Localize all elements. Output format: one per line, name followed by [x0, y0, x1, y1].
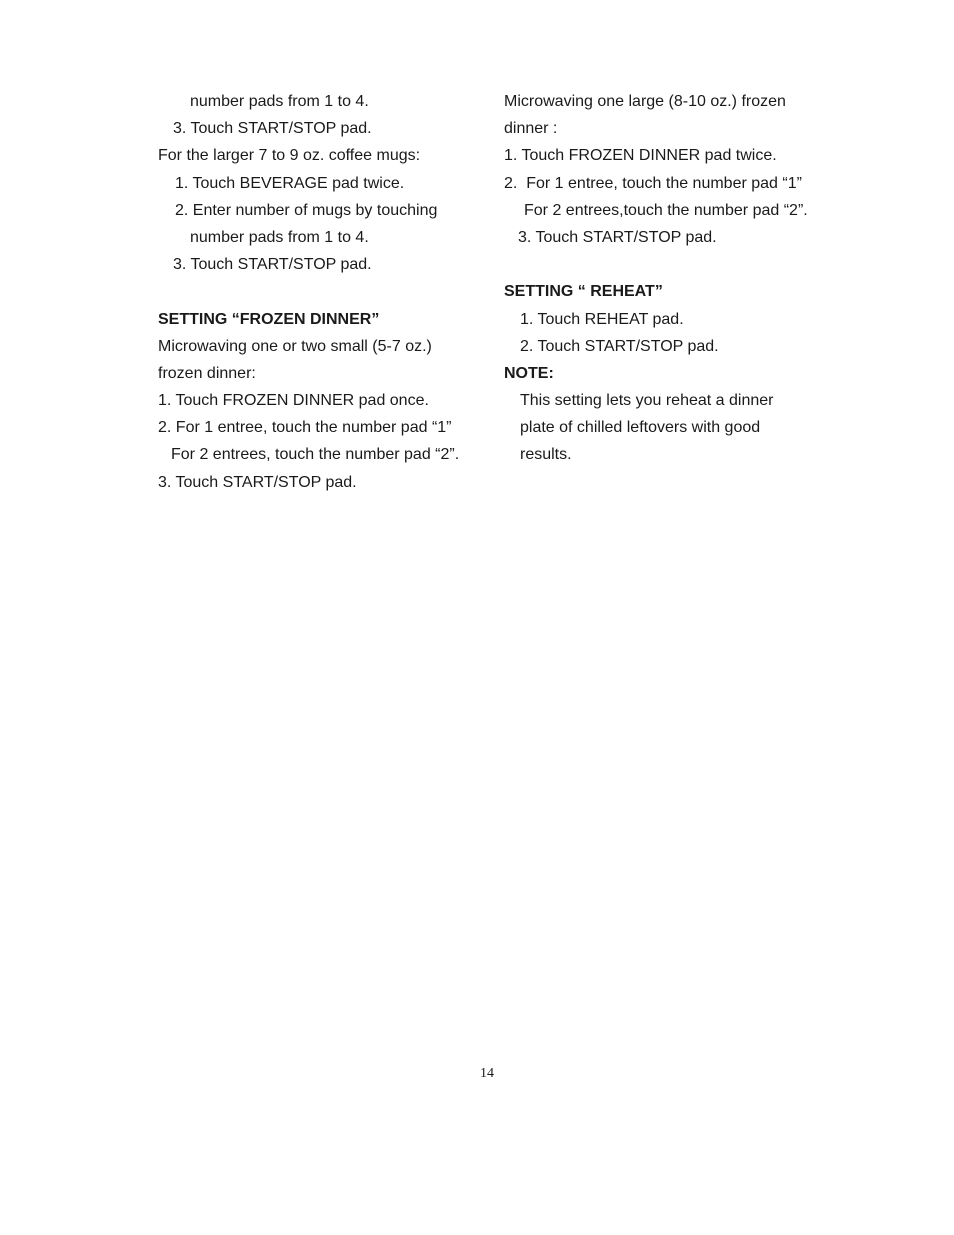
text-line: 3. Touch START/STOP pad. — [518, 228, 717, 246]
note-text: results. — [520, 446, 572, 464]
text-line: For 2 entrees,touch the number pad “2”. — [524, 201, 808, 219]
right-column — [504, 88, 834, 469]
text-line: 1. Touch BEVERAGE pad twice. — [175, 174, 405, 192]
text-line: 2. For 1 entree, touch the number pad “1” — [504, 174, 802, 192]
note-text: This setting lets you reheat a dinner — [520, 392, 774, 410]
text-line: 2. For 1 entree, touch the number pad “1” — [158, 419, 452, 437]
left-column — [158, 88, 488, 496]
text-line: number pads from 1 to 4. — [190, 93, 369, 110]
text-line: 3. Touch START/STOP pad. — [173, 120, 372, 138]
text-line: frozen dinner: — [158, 364, 256, 382]
text-line: Microwaving one or two small (5-7 oz.) — [158, 337, 432, 355]
section-heading-frozen-dinner: SETTING “FROZEN DINNER” — [158, 310, 380, 328]
spacer — [504, 251, 834, 278]
note-label: NOTE: — [504, 364, 554, 382]
text-line: 3. Touch START/STOP pad. — [158, 473, 357, 491]
text-line: 1. Touch FROZEN DINNER pad once. — [158, 392, 429, 410]
text-line: 1. Touch FROZEN DINNER pad twice. — [504, 147, 777, 165]
text-line: 1. Touch REHEAT pad. — [520, 310, 684, 328]
text-line: For 2 entrees, touch the number pad “2”. — [171, 446, 460, 464]
text-line: number pads from 1 to 4. — [190, 228, 369, 246]
text-line: dinner : — [504, 120, 558, 138]
text-line: 3. Touch START/STOP pad. — [173, 256, 372, 274]
text-line: Microwaving one large (8-10 oz.) frozen — [504, 93, 786, 110]
spacer — [158, 278, 488, 305]
note-text: plate of chilled leftovers with good — [520, 419, 761, 437]
text-line: 2. Enter number of mugs by touching — [175, 201, 438, 219]
text-line: For the larger 7 to 9 oz. coffee mugs: — [158, 147, 421, 165]
page-number: 14 — [480, 1066, 494, 1081]
section-heading-reheat: SETTING “ REHEAT” — [504, 283, 663, 301]
text-line: 2. Touch START/STOP pad. — [520, 337, 719, 355]
